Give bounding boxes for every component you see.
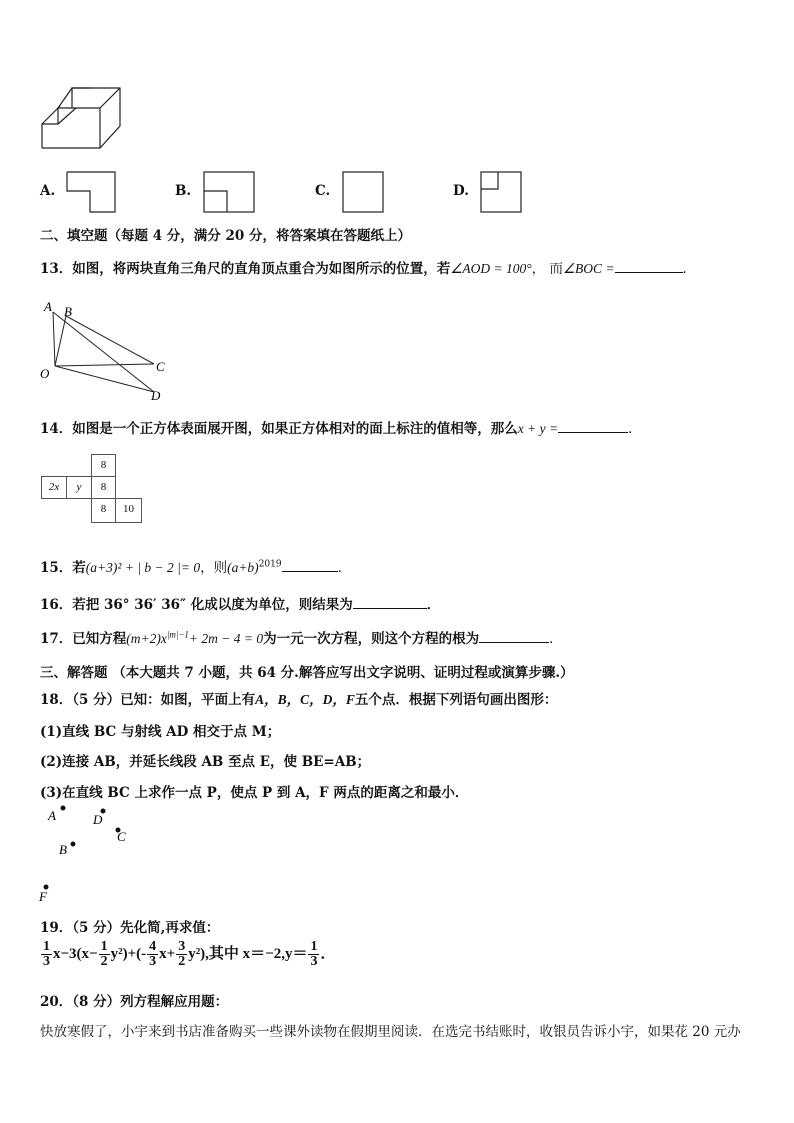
q18-step1: (1)直线 BC 与射线 AD 相交于点 M； [40,724,281,740]
q17-exponent: |m|−1 [166,629,189,640]
q18-label-f: F [39,889,47,904]
q16-text [40,593,440,613]
q18-label-d: D [93,812,103,827]
option-d-figure [480,171,522,213]
net-cell-middle: 8 [91,476,116,499]
q13-figure [38,298,173,402]
option-a-label[interactable]: A. [40,183,56,199]
q13-angle-aod: ∠AOD = 100° [450,261,532,276]
q20-body: 快放寒假了，小宇来到书店准备购买一些课外读物在假期里阅读．在选完书结账时，收银员告诉小宇，如果花 20 元办 [40,1024,741,1040]
q19-frac4: $\frac{3}{2}$ [178,939,186,969]
q13-end: ． [682,261,697,277]
option-c-label[interactable]: C. [315,183,331,199]
q19-frac1: $\frac{1}{3}$ [43,939,50,969]
net-cell-2x: 2x [41,476,67,499]
q13-label-d: D [151,388,161,402]
q17-end: ． [549,631,563,647]
q13-label-a: A [44,299,52,314]
q14-text [40,417,642,437]
option-c-figure [342,171,384,213]
q19-frac3: $\frac{4}{3}$ [149,939,157,969]
cube-figure [40,86,122,150]
q14-expression: x + y = [517,421,559,436]
net-cell-ten: 10 [115,498,142,523]
q18-intro-end: 五个点．根据下列语句画出图形： [354,692,558,708]
q18-step3: (3)在直线 BC 上求作一点 P，使点 P 到 A，F 两点的距离之和最小． [40,785,469,801]
q14-question: 14．如图是一个正方体表面展开图，如果正方体相对的面上标注的值相等，那么 [40,421,518,437]
section3-title: 三、解答题 （本大题共 7 小题，共 64 分.解答应写出文字说明、证明过程或演算步骤.） [40,665,574,681]
q15-answer-blank[interactable] [282,557,338,572]
q17-question: 为一元一次方程，则这个方程的根为 [263,631,480,647]
q15-prefix: 15．若 [40,560,86,576]
q15-end: ． [337,560,352,576]
q14-end: ． [628,421,642,437]
q16-answer-blank[interactable] [353,594,427,609]
q18-intro [40,688,557,708]
q13-label-c: C [156,359,165,374]
q15-text [40,556,351,576]
net-cell-bottom: 8 [91,498,116,523]
q18-label-a: A [48,808,56,823]
q13-angle-boc: ∠BOC = [562,261,615,276]
q17-prefix: 17．已知方程 [40,631,127,647]
q18-points-figure [36,800,146,906]
section2-title: 二、填空题（每题 4 分，满分 20 分，将答案填在答题纸上） [40,228,411,244]
q18-intro-text: 18．（5 分）已知：如图，平面上有 [40,692,256,708]
q18-label-c: C [117,829,126,844]
q19-text: 19．（5 分）先化简,再求值： [40,920,220,936]
net-cell-top: 8 [91,454,116,477]
q13-text [40,257,696,277]
q19-frac2: $\frac{1}{2}$ [100,939,108,969]
option-a-figure [66,171,116,213]
q13-answer-blank[interactable] [615,258,683,273]
q19-frac5: $\frac{1}{3}$ [310,939,318,969]
q14-answer-blank[interactable] [558,418,628,433]
q13-label-b: B [64,304,72,319]
q18-step2: (2)连接 AB，并延长线段 AB 至点 E，使 BE=AB； [40,754,371,770]
option-d-label[interactable]: D. [453,183,469,199]
q19-expression [40,940,336,969]
q19-expr-part2: y²)+(- [110,945,147,962]
q15-expression: (a+b) [227,560,259,575]
q19-expr-part1: x−3(x− [53,945,98,962]
q17-equation-rest: + 2m − 4 = 0 [188,631,264,646]
q18-label-b: B [59,842,67,857]
q17-answer-blank[interactable] [479,628,549,643]
option-b-figure [203,171,255,213]
q17-equation: (m+2)x [126,631,167,646]
q15-exponent: 2019 [258,559,282,570]
q15-mid: ，则 [200,560,228,576]
q13-question: 13．如图，将两块直角三角尺的直角顶点重合为如图所示的位置，若 [40,261,451,277]
q18-points: A，B，C，D，F [255,692,355,707]
q13-mid: ， 而 [531,261,563,277]
q13-label-o: O [40,366,50,381]
q19-expr-part3: x+ [159,945,176,962]
q16-question: 16．若把 36° 36′ 36″ 化成以度为单位，则结果为 [40,597,353,613]
q20-text: 20．（8 分）列方程解应用题： [40,994,229,1010]
q16-end: ． [426,597,441,613]
option-b-label[interactable]: B. [175,183,192,199]
q19-expr-part4: y²),其中 x＝−2,y＝ [188,945,308,962]
net-cell-y: y [66,476,92,499]
q17-text [40,627,563,647]
q15-equation: (a+3)² + | b − 2 |= 0 [85,560,201,575]
q19-expr-end: ． [320,945,336,962]
